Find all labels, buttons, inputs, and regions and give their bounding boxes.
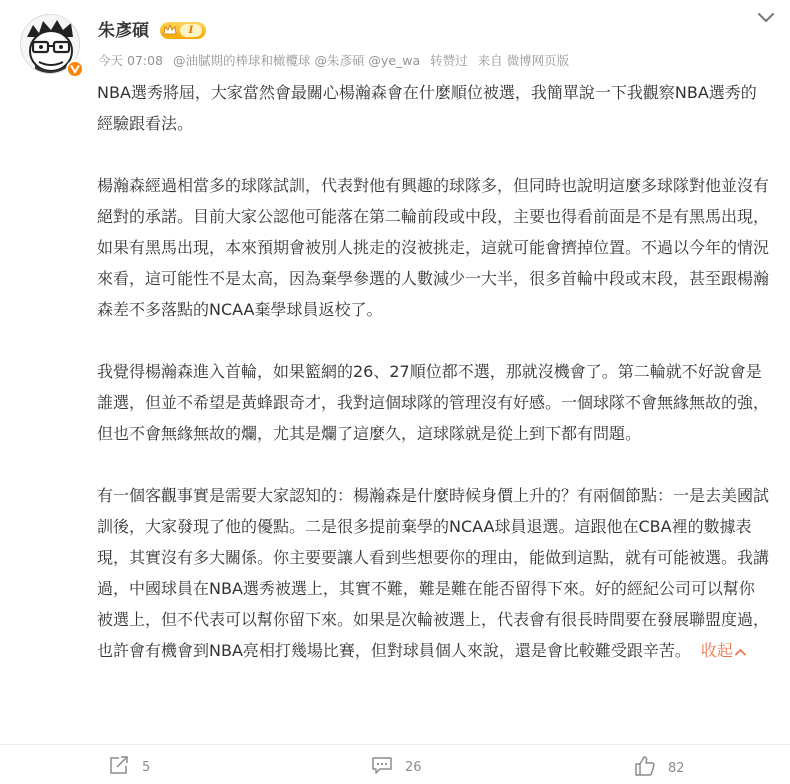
post-meta xyxy=(98,51,575,69)
post-paragraph-1: NBA選秀將屆，大家當然會最關心楊瀚森會在什麼順位被選，我簡單說一下我觀察NBA選秀的經驗跟看法。 xyxy=(97,83,757,133)
verified-v-icon xyxy=(66,60,84,78)
repost-count: 5 xyxy=(142,759,151,775)
crown-icon xyxy=(163,21,177,40)
comment-button[interactable] xyxy=(371,755,422,779)
like-icon xyxy=(634,755,656,781)
liked-by-suffix: 转赞过 xyxy=(430,53,468,68)
comment-count: 26 xyxy=(405,759,422,775)
level-number: I xyxy=(180,24,202,37)
chevron-up-icon xyxy=(734,647,747,657)
collapse-link[interactable] xyxy=(701,641,747,660)
post-paragraph-3: 我覺得楊瀚森進入首輪，如果籃網的26、27順位都不選，那就沒機會了。第二輪就不好說會是誰選，但並不希望是黃蜂跟奇才，我對這個球隊的管理沒有好感。一個球隊不會無緣無故的強，但也不會無緣無故的爛，尤其是爛了這麼久，這球隊就是從上到下都有問題。 xyxy=(97,362,770,443)
post-time[interactable]: 今天 07:08 xyxy=(98,53,163,68)
post-actions-bar xyxy=(0,744,790,784)
comment-icon xyxy=(371,755,393,779)
more-menu-button[interactable] xyxy=(755,8,777,26)
like-button[interactable] xyxy=(634,755,685,781)
collapse-label[interactable]: 收起 xyxy=(700,641,733,660)
repost-icon xyxy=(108,755,130,779)
liked-by-mentions[interactable]: @油膩期的棒球和橄欖球 @朱彥碩 @ye_wa xyxy=(172,53,421,68)
repost-button[interactable] xyxy=(108,755,150,779)
post-paragraph-4 xyxy=(97,480,769,666)
post-content xyxy=(97,77,769,666)
post-source: 来自 微博网页版 xyxy=(477,53,570,68)
chevron-down-icon xyxy=(755,8,777,26)
level-badge[interactable] xyxy=(160,22,206,39)
post-paragraph-2: 楊瀚森經過相當多的球隊試訓，代表對他有興趣的球隊多，但同時也說明這麼多球隊對他並沒有絕對的承諾。目前大家公認他可能落在第二輪前段或中段，主要也得看前面是不是有黑馬出現，如果有黑馬出現，本來預期會被別人挑走的沒被挑走，這就可能會擠掉位置。不過以今年的情況來看，這可能性不是太高，因為棄學參選的人數減少一大半，很多首輪中段或末段，甚至跟楊瀚森差不多落點的NCAA棄學球員返校了。 xyxy=(97,176,770,319)
author-name[interactable]: 朱彥碩 xyxy=(98,21,149,41)
post-paragraph-4-text: 有一個客觀事實是需要大家認知的：楊瀚森是什麼時候身價上升的？有兩個節點：一是去美國試訓後，大家發現了他的優點。二是很多提前棄學的NCAA球員退選。這跟他在CBA裡的數據表現，其實沒有多大關係。你主要要讓人看到些想要你的理由，能做到這點，就有可能被選。我講過，中國球員在NBA選秀被選上，其實不難，難是難在能否留得下來。好的經紀公司可以幫你被選上，但不代表可以幫你留下來。如果是次輪被選上，代表會有很長時間要在發展聯盟度過，也許會有機會到NBA亮相打幾場比賽，但對球員個人來說，還是會比較難受跟辛苦。 xyxy=(97,486,770,660)
like-count: 82 xyxy=(668,760,685,776)
avatar[interactable] xyxy=(20,14,84,78)
